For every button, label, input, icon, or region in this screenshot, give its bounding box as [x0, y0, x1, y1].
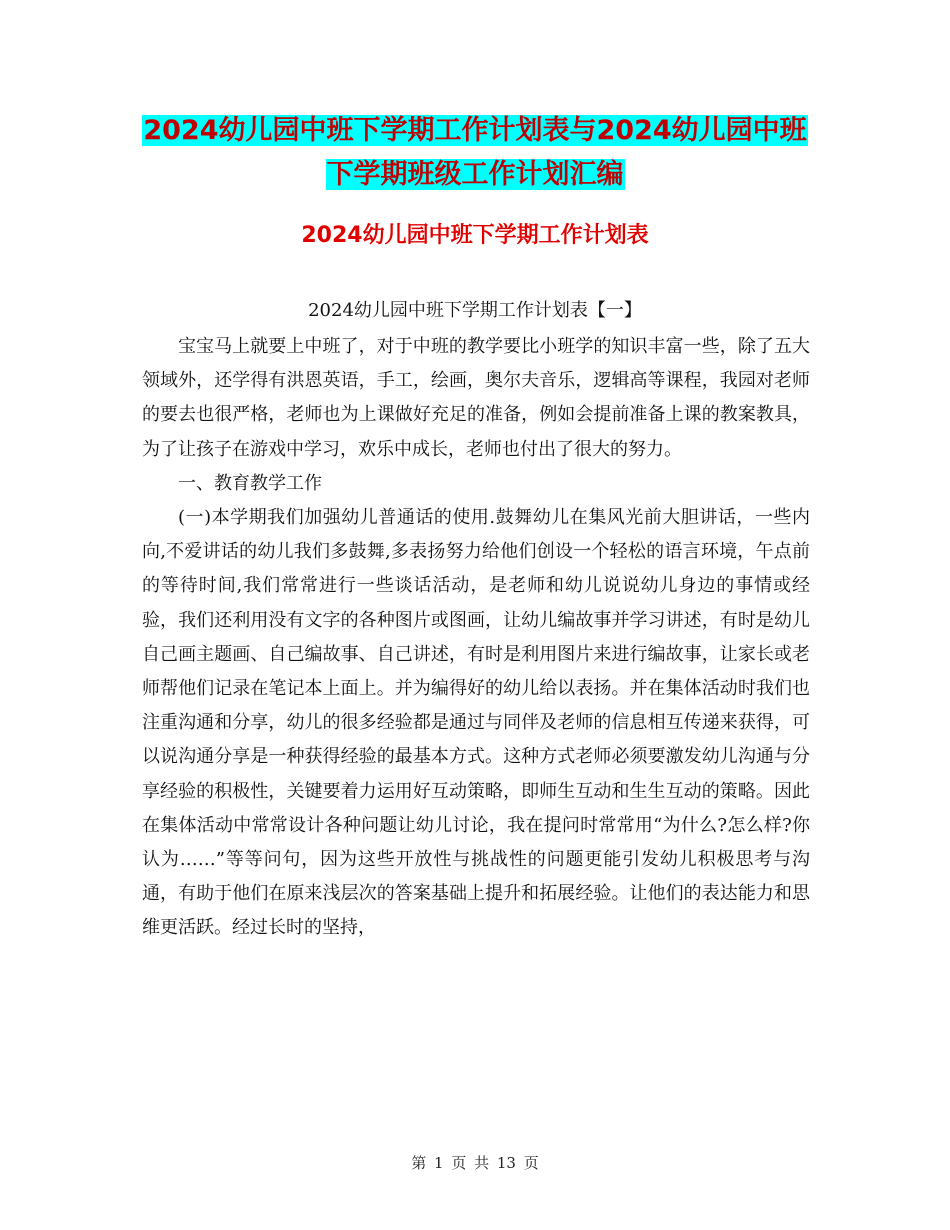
document-title-line-2: 下学期班级工作计划汇编	[326, 159, 624, 190]
document-title-line-1: 2024幼儿园中班下学期工作计划表与2024幼儿园中班	[143, 115, 807, 146]
paragraph-intro: 宝宝马上就要上中班了，对于中班的教学要比小班学的知识丰富一些，除了五大领域外，还学得有洪恩英语，手工，绘画，奥尔夫音乐，逻辑高等课程，我园对老师的要去也很严格，老师也为上课做好充足的准备，例如会提前准备上课的教案教具，为了让孩子在游戏中学习，欢乐中成长，老师也付出了很大的努力。	[142, 336, 810, 460]
page-footer: 第 1 页 共 13 页	[411, 1154, 539, 1172]
section-heading: 2024幼儿园中班下学期工作计划表【一】	[308, 300, 642, 321]
section-title: 2024幼儿园中班下学期工作计划表	[301, 223, 649, 248]
paragraph-heading-education: 一、教育教学工作	[178, 472, 322, 494]
paragraph-language: (一)本学期我们加强幼儿普通话的使用.鼓舞幼儿在集风光前大胆讲话，一些内向,不爱讲话的幼儿我们多鼓舞,多表扬努力给他们创设一个轻松的语言环境，午点前的等待时间,我们常常进行一些谈话活动，是老师和幼儿说说幼儿身边的事情或经验，我们还利用没有文字的各种图片或图画，让幼儿编故事并学习讲述，有时是幼儿自己画主题画、自己编故事、自己讲述，有时是利用图片来进行编故事，让家长或老师帮他们记录在笔记本上面上。并为编得好的幼儿给以表扬。并在集体活动时我们也注重沟通和分享，幼儿的很多经验都是通过与同伴及老师的信息相互传递来获得，可以说沟通分享是一种获得经验的最基本方式。这种方式老师必须要激发幼儿沟通与分享经验的积极性，关键要着力运用好互动策略，即师生互动和生生互动的策略。因此在集体活动中常常设计各种问题让幼儿讨论，我在提问时常常用“为什么?怎么样?你认为……”等等问句，因为这些开放性与挑战性的问题更能引发幼儿积极思考与沟通，有助于他们在原来浅层次的答案基础上提升和拓展经验。让他们的表达能力和思维更活跃。经过长时的坚持，	[142, 507, 810, 939]
body-text	[142, 330, 810, 946]
